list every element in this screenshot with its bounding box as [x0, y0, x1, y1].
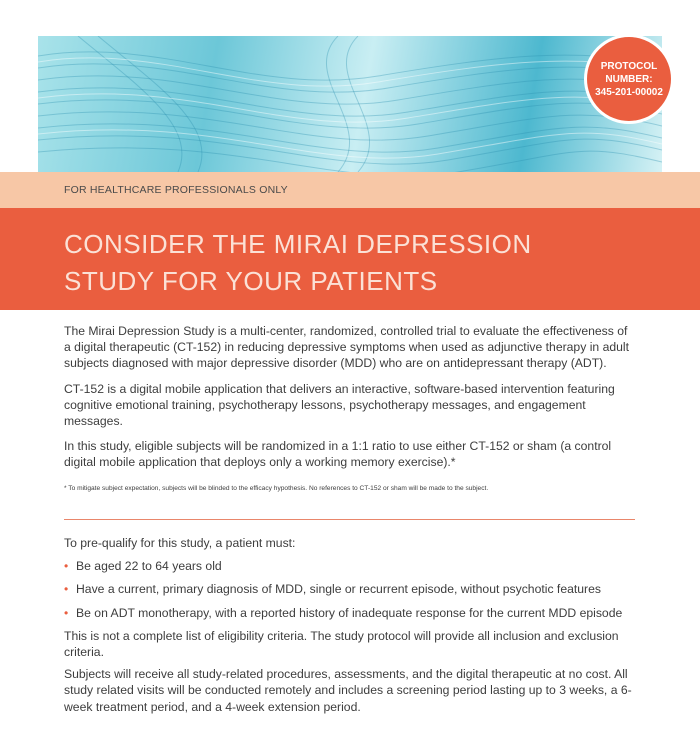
hero-wave-banner: [38, 36, 662, 172]
bullet-icon: •: [64, 582, 69, 597]
eligibility-note: This is not a complete list of eligibility criteria. The study protocol will provide all inclusion and exclusion criteria.: [64, 628, 619, 660]
protocol-label-line1: PROTOCOL: [600, 60, 658, 72]
paragraph-ct152-description: CT-152 is a digital mobile application that delivers an interactive, software-based intervention featuring cognitive emotional training, psychotherapy lessons, psychotherapy messages, and engagement messages.: [64, 381, 615, 429]
criterion-text: Have a current, primary diagnosis of MDD, single or recurrent episode, without psychotic features: [76, 582, 601, 597]
section-divider: [64, 519, 635, 520]
page-title-line2: STUDY FOR YOUR PATIENTS: [64, 266, 438, 296]
page-title-line1: CONSIDER THE MIRAI DEPRESSION: [64, 229, 532, 259]
audience-note: FOR HEALTHCARE PROFESSIONALS ONLY: [64, 184, 288, 196]
visits-description: Subjects will receive all study-related procedures, assessments, and the digital therapeutic at no cost. All study related visits will be conducted remotely and includes a screening period lasting up to 3 weeks, a 6-week treatment period, and a 4-week extension period.: [64, 667, 632, 714]
list-item: [64, 605, 636, 621]
criterion-text: Be aged 22 to 64 years old: [76, 559, 222, 574]
wave-lines-graphic: [38, 36, 662, 172]
footnote: * To mitigate subject expectation, subjects will be blinded to the efficacy hypothesis. No references to CT-152 or sham will be made to the subject.: [64, 484, 489, 492]
list-item: [64, 558, 636, 574]
criterion-text: Be on ADT monotherapy, with a reported history of inadequate response for the current MDD episode: [76, 605, 623, 620]
paragraph-randomization: In this study, eligible subjects will be randomized in a 1:1 ratio to use either CT-152 or sham (a control digital mobile application that deploys only a working memory exercise).*: [64, 439, 612, 470]
paragraph-study-overview: The Mirai Depression Study is a multi-center, randomized, controlled trial to evaluate the effectiveness of a digital therapeutic (CT-152) in reducing depressive symptoms when used as adjunctive therapy in adult subjects diagnosed with major depressive disorder (MDD) who are on antidepressant therapy (ADT).: [64, 324, 629, 371]
study-description: [64, 323, 636, 493]
bullet-icon: •: [64, 559, 69, 574]
audience-note-band: [0, 172, 700, 208]
protocol-label-line2: NUMBER:: [605, 73, 653, 85]
protocol-number: 345-201-00002: [595, 86, 663, 98]
list-item: [64, 581, 636, 597]
eligibility-section: [64, 535, 636, 721]
eligibility-list: [64, 558, 636, 621]
eligibility-intro: To pre-qualify for this study, a patient must:: [64, 536, 296, 550]
title-band: [0, 208, 700, 310]
bullet-icon: •: [64, 605, 69, 620]
protocol-number-badge: [584, 34, 674, 124]
